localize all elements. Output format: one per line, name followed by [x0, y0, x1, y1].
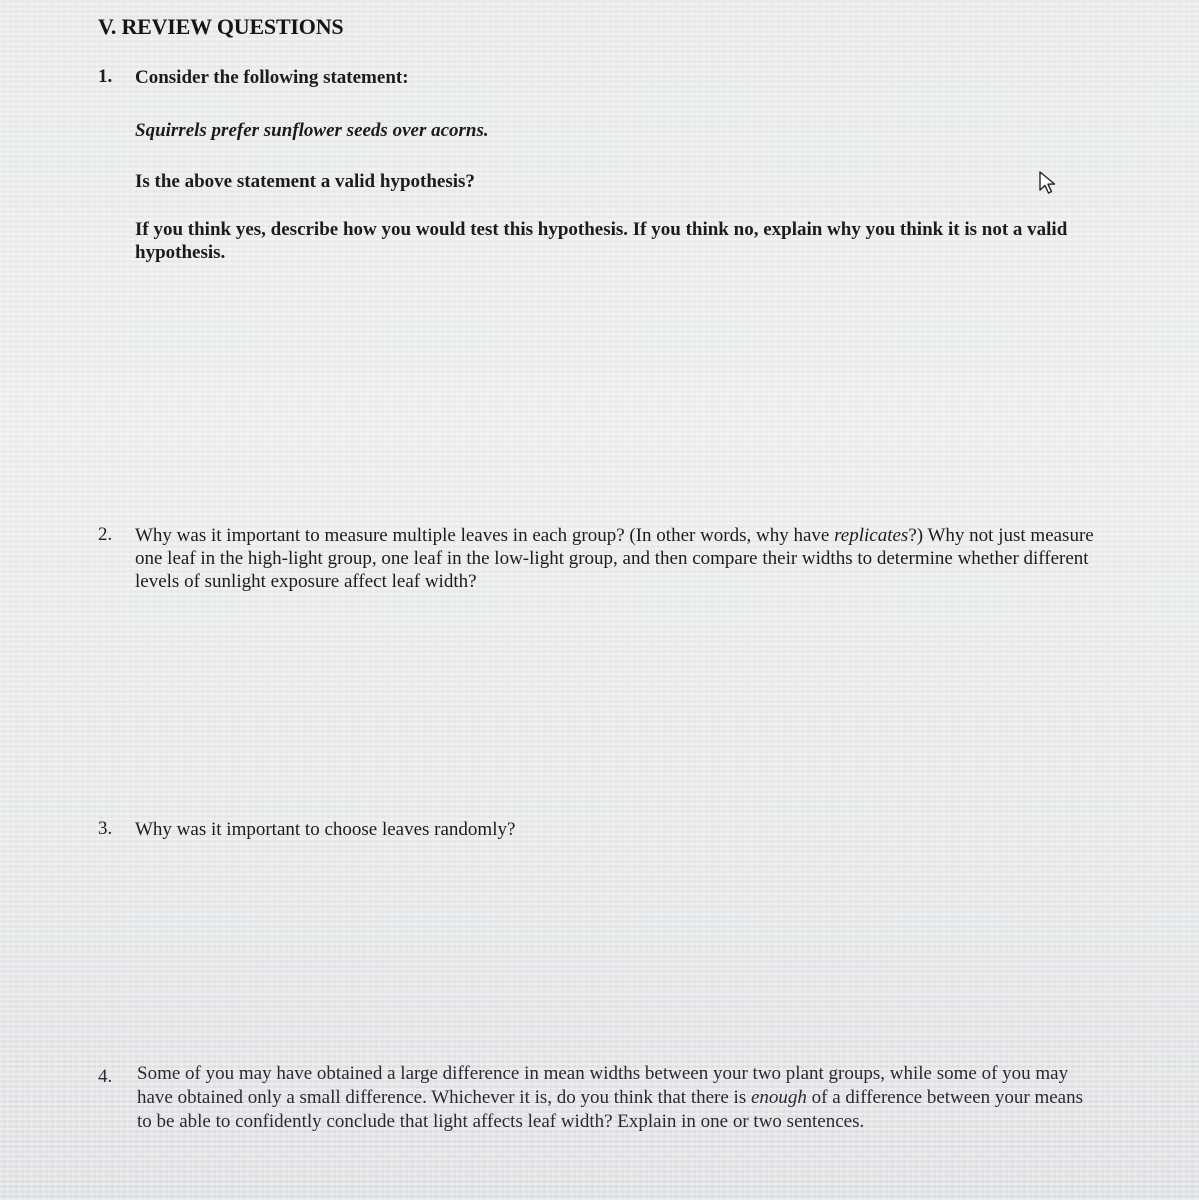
question-1-number: 1.: [98, 66, 113, 87]
question-1-prompt: Consider the following statement:: [135, 67, 409, 88]
question-2-number: 2.: [98, 524, 113, 545]
section-heading: V. REVIEW QUESTIONS: [98, 14, 344, 39]
question-4-text: [137, 1062, 1097, 1134]
question-2-text-end: ?) Why not just measure one leaf in the high-light group, one leaf in the low-light group, and then compare their widths to determine whether different levels of sunlight exposure affect leaf width?: [135, 525, 1094, 592]
question-1-ask: Is the above statement a valid hypothesis?: [135, 171, 475, 192]
question-1-statement: Squirrels prefer sunflower seeds over acorns.: [135, 120, 489, 141]
mouse-pointer-icon: [1037, 170, 1059, 196]
question-2-text-start: Why was it important to measure multiple leaves in each group? (In other words, why have: [135, 525, 835, 546]
question-2-text-emphasis: replicates: [834, 525, 909, 546]
question-1-instruction: If you think yes, describe how you would test this hypothesis. If you think no, explain why you think it is not a valid hypothesis.: [135, 219, 1068, 263]
question-4-text-start: Some of you may have obtained a large difference in mean widths between your two plant groups, while some of you may have obtained only a small difference. Whichever it is, do you think that there is: [137, 1063, 1069, 1108]
question-4-text-emphasis: enough: [750, 1087, 807, 1108]
question-3-text: Why was it important to choose leaves randomly?: [135, 819, 516, 840]
question-2-text: [135, 524, 1110, 593]
question-4-text-end: of a difference between your means to be able to confidently conclude that light affects leaf width? Explain in one or two sentences.: [137, 1087, 1083, 1132]
question-3-number: 3.: [98, 818, 113, 839]
question-4-number: 4.: [98, 1066, 113, 1087]
